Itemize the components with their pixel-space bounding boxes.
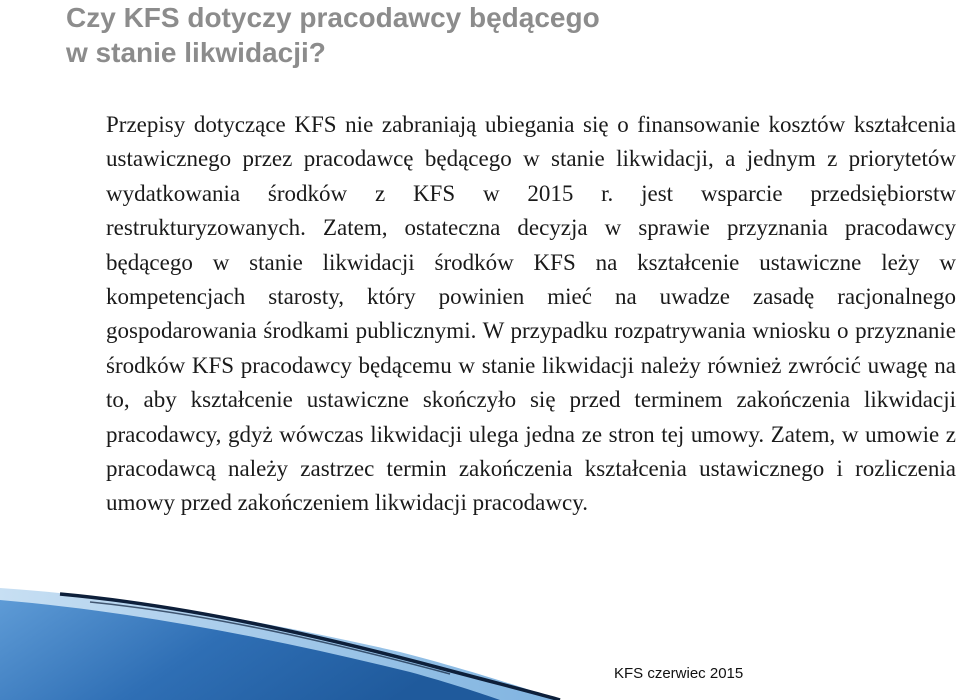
body-text-part-2: jest wsparcie przedsiębiorstw restrukturyzowanych. [106,180,957,241]
slide-title [66,0,600,70]
wave-light-band [0,588,560,700]
body-text-part-3: Zatem, ostateczna decyzja w sprawie przyznania pracodawcy będącego w stanie likwidacji środków KFS na kształcenie ustawiczne leży w kompetencjach starosty, który [106,215,957,310]
wave-dark-stroke-2 [90,602,450,674]
body-text-part-1: Przepisy dotyczące KFS nie zabraniają ubiegania się o finansowanie kosztów kształcenia ustawicznego przez pracodawcę będącego w stanie likwidacji, a jednym z priorytetów wydatkowania środków z KFS w 2015 r. [106,112,956,206]
wave-blue-band [0,600,500,700]
body-text-part-4: powinien mieć na uwadze zasadę racjonalnego gospodarowania środkami publicznymi. [106,284,956,344]
slide-title-line-1: Czy KFS dotyczy pracodawcy będącego [66,2,600,33]
slide-footer: KFS czerwiec 2015 [614,665,744,682]
wave-dark-stroke [60,594,560,700]
body-text-part-5: W przypadku rozpatrywania wniosku o przyznanie środków KFS pracodawcy będącemu w stanie likwidacji należy również zwrócić uwagę na to, aby kształcenie ustawiczne skończyło się przed terminem zakończenia likwidacji pracodawcy, gdyż wówczas likwidacji ulega jedna ze stron tej umowy. Zatem, w umowie z pracodawcą należy zastrzec termin zakończenia kształcenia ustawicznego i rozliczenia umowy przed zakończeniem likwidacji pracodawcy. [106,318,957,516]
slide-title-line-2: w stanie likwidacji? [66,37,326,68]
body-paragraph [106,108,956,521]
